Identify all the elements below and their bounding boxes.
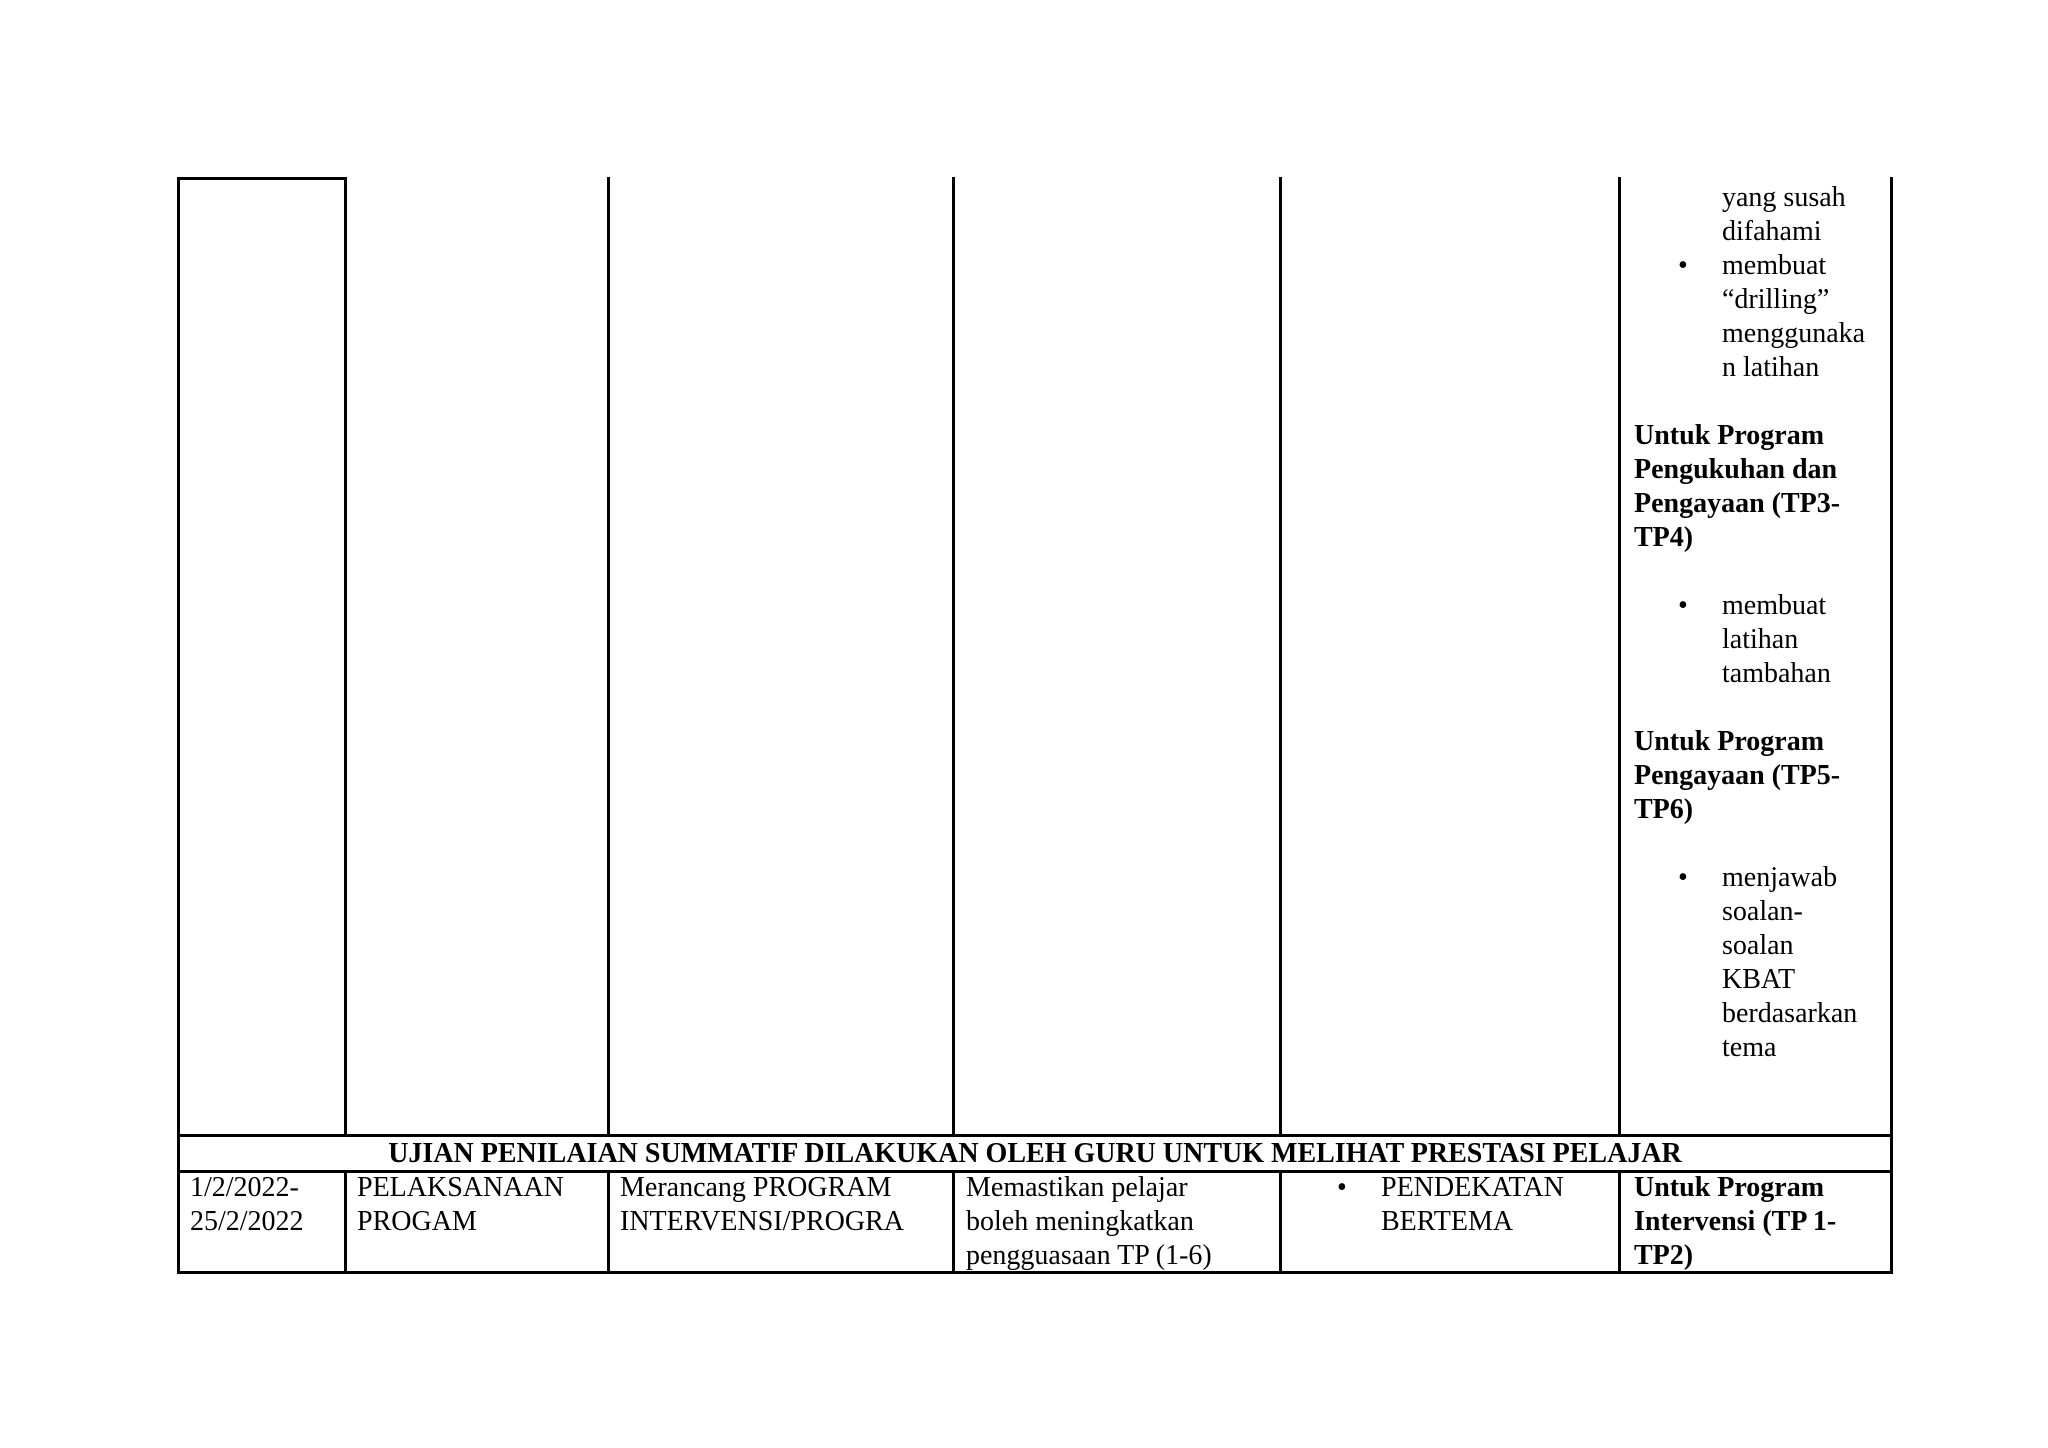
row-approach-line-2: BERTEMA: [1381, 1206, 1514, 1237]
row-date-line-2: 25/2/2022: [190, 1206, 304, 1237]
bullet-icon: •: [1678, 862, 1688, 893]
heading-pengukuhan: [1634, 419, 1840, 555]
pengayaan-bullet-line-4: KBAT: [1722, 964, 1796, 995]
row-program-line-2: Intervensi (TP 1-: [1634, 1206, 1837, 1237]
row-divider-4: [1279, 1170, 1282, 1274]
row-objective-line-2: boleh meningkatkan: [966, 1206, 1194, 1237]
bullet-icon: •: [1678, 590, 1688, 621]
row-objective-cell: [966, 1171, 1212, 1273]
heading-pengukuhan-line-2: Pengukuhan dan: [1634, 454, 1838, 485]
pengayaan-bullet-line-5: berdasarkan: [1722, 998, 1858, 1029]
heading-pengayaan-line-1: Untuk Program: [1634, 726, 1825, 757]
row-divider-5: [1618, 1170, 1621, 1274]
pengayaan-bullet-line-3: soalan: [1722, 930, 1794, 961]
row-program-line-3: TP2): [1634, 1240, 1694, 1271]
table-border-right: [1890, 177, 1893, 1274]
heading-pengayaan-line-2: Pengayaan (TP5-: [1634, 760, 1841, 791]
intervention-bullet-continued: [1722, 181, 1846, 249]
pengukuhan-bullet: [1678, 589, 1831, 691]
first-cell-top-border: [177, 177, 347, 180]
intervention-tail-line-1: yang susah: [1722, 182, 1846, 213]
intervention-tail-line-2: difahami: [1722, 216, 1822, 247]
row-approach-line-1: PENDEKATAN: [1381, 1172, 1564, 1203]
pengayaan-bullet-line-2: soalan-: [1722, 896, 1803, 927]
column-divider-2: [607, 177, 610, 1137]
row-divider-1: [344, 1170, 347, 1274]
column-divider-1: [344, 177, 347, 1137]
intervention-bullet-line-2: “drilling”: [1722, 284, 1830, 315]
pengayaan-bullet-line-1: menjawab: [1722, 862, 1838, 893]
pengukuhan-bullet-line-2: latihan: [1722, 624, 1799, 655]
pengayaan-bullet-line-6: tema: [1722, 1032, 1777, 1063]
bullet-icon: •: [1678, 250, 1688, 281]
pengukuhan-bullet-line-3: tambahan: [1722, 658, 1831, 689]
heading-pengukuhan-line-3: Pengayaan (TP3-: [1634, 488, 1841, 519]
row-activity-line-1: Merancang PROGRAM: [620, 1172, 892, 1203]
row-divider-2: [607, 1170, 610, 1274]
column-divider-4: [1279, 177, 1282, 1137]
pengukuhan-bullet-line-1: membuat: [1722, 590, 1827, 621]
pengayaan-bullet: [1678, 861, 1858, 1065]
intervention-bullet-line-3: menggunaka: [1722, 318, 1866, 349]
heading-pengayaan: [1634, 725, 1840, 827]
heading-pengayaan-line-3: TP6): [1634, 794, 1694, 825]
column-divider-3: [952, 177, 955, 1137]
row-approach-bullet: [1337, 1171, 1564, 1239]
row-phase-line-1: PELAKSANAAN: [357, 1172, 564, 1203]
intervention-bullet-line-1: membuat: [1722, 250, 1827, 281]
heading-pengukuhan-line-1: Untuk Program: [1634, 420, 1825, 451]
bullet-icon: •: [1337, 1172, 1347, 1203]
row-objective-line-3: pengguasaan TP (1-6): [966, 1240, 1212, 1271]
row-date-cell: [190, 1171, 304, 1239]
intervention-bullet-2: [1678, 249, 1866, 385]
intervention-bullet-line-4: n latihan: [1722, 352, 1820, 383]
plan-table: [177, 177, 1893, 1274]
heading-pengukuhan-line-4: TP4): [1634, 522, 1694, 553]
row-divider-3: [952, 1170, 955, 1274]
row-program-heading: [1634, 1171, 1836, 1273]
row-objective-line-1: Memastikan pelajar: [966, 1172, 1188, 1203]
table-border-left: [177, 177, 180, 1274]
row-activity-cell: [620, 1171, 904, 1239]
summative-exam-banner: UJIAN PENILAIAN SUMMATIF DILAKUKAN OLEH GURU UNTUK MELIHAT PRESTASI PELAJAR: [388, 1138, 1682, 1169]
row-program-line-1: Untuk Program: [1634, 1172, 1825, 1203]
column-divider-5: [1618, 177, 1621, 1137]
row-activity-line-2: INTERVENSI/PROGRA: [620, 1206, 904, 1237]
row-phase-line-2: PROGAM: [357, 1206, 477, 1237]
row-phase-cell: [357, 1171, 564, 1239]
row-date-line-1: 1/2/2022-: [190, 1172, 299, 1203]
